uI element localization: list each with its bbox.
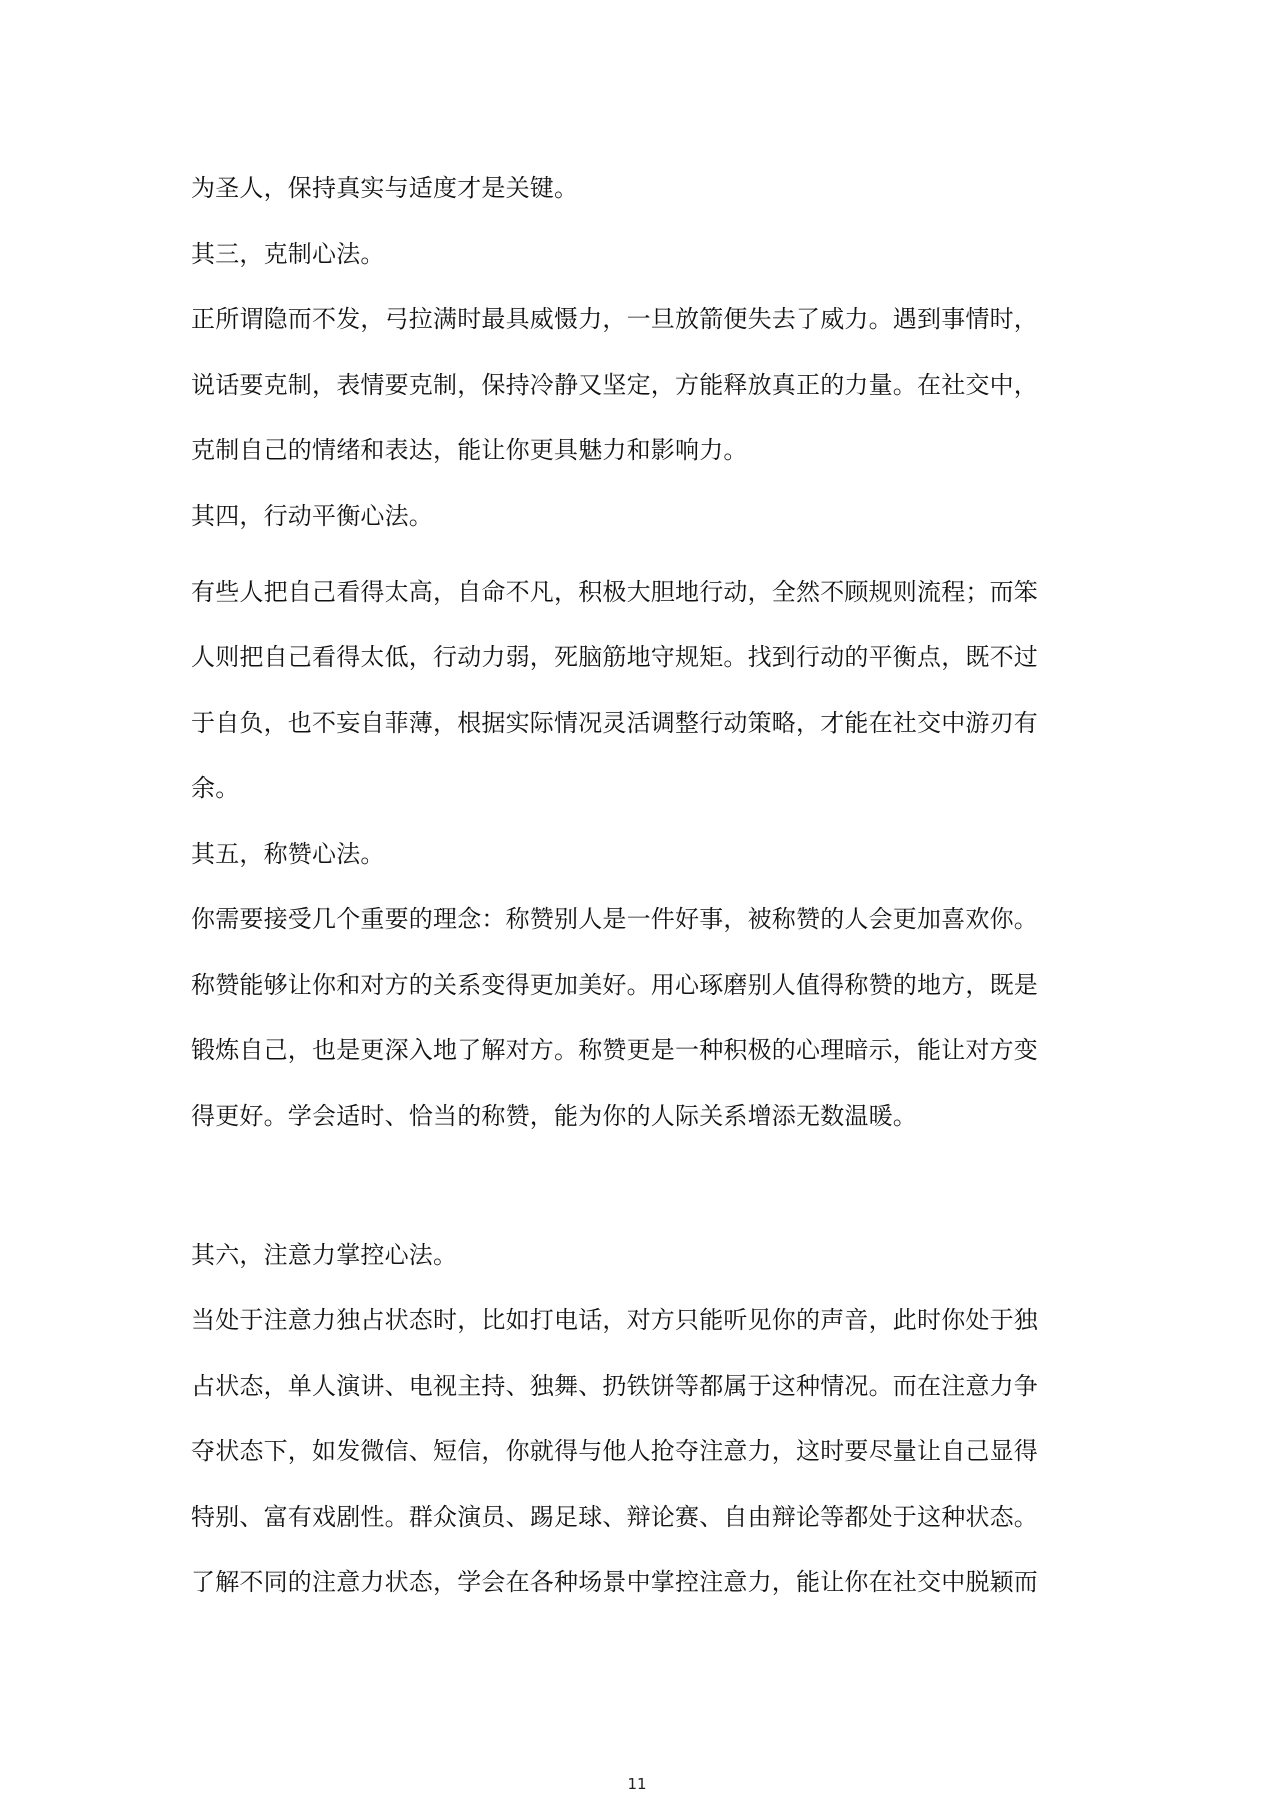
- section-heading: 其五，称赞心法。: [191, 840, 385, 868]
- text-line: 称赞能够让你和对方的关系变得更加美好。用心琢磨别人值得称赞的地方，既是: [191, 971, 1038, 999]
- text-line: 你需要接受几个重要的理念：称赞别人是一件好事，被称赞的人会更加喜欢你。: [191, 905, 1038, 933]
- text-line: 说话要克制，表情要克制，保持冷静又坚定，方能释放真正的力量。在社交中，: [191, 371, 1038, 399]
- text-line: 当处于注意力独占状态时，比如打电话，对方只能听见你的声音，此时你处于独: [191, 1306, 1038, 1334]
- text-line: 锻炼自己，也是更深入地了解对方。称赞更是一种积极的心理暗示，能让对方变: [191, 1036, 1038, 1064]
- text-line: 余。: [191, 774, 240, 802]
- text-line: 正所谓隐而不发，弓拉满时最具威慑力，一旦放箭便失去了威力。遇到事情时，: [191, 305, 1038, 333]
- section-heading: 其六，注意力掌控心法。: [191, 1241, 458, 1269]
- text-line: 于自负，也不妄自菲薄，根据实际情况灵活调整行动策略，才能在社交中游刃有: [191, 709, 1038, 737]
- page-number: 11: [627, 1775, 647, 1793]
- section-heading: 其四，行动平衡心法。: [191, 502, 433, 530]
- text-line: 为圣人，保持真实与适度才是关键。: [191, 174, 579, 202]
- text-line: 得更好。学会适时、恰当的称赞，能为你的人际关系增添无数温暖。: [191, 1102, 917, 1130]
- text-line: 特别、富有戏剧性。群众演员、踢足球、辩论赛、自由辩论等都处于这种状态。: [191, 1503, 1038, 1531]
- text-line: 占状态，单人演讲、电视主持、独舞、扔铁饼等都属于这种情况。而在注意力争: [191, 1372, 1038, 1400]
- text-line: 人则把自己看得太低，行动力弱，死脑筋地守规矩。找到行动的平衡点，既不过: [191, 643, 1038, 671]
- section-heading: 其三，克制心法。: [191, 240, 385, 268]
- text-line: 有些人把自己看得太高，自命不凡，积极大胆地行动，全然不顾规则流程；而笨: [191, 578, 1038, 606]
- text-line: 克制自己的情绪和表达，能让你更具魅力和影响力。: [191, 436, 748, 464]
- text-line: 了解不同的注意力状态，学会在各种场景中掌控注意力，能让你在社交中脱颖而: [191, 1568, 1038, 1596]
- text-line: 夺状态下，如发微信、短信，你就得与他人抢夺注意力，这时要尽量让自己显得: [191, 1437, 1038, 1465]
